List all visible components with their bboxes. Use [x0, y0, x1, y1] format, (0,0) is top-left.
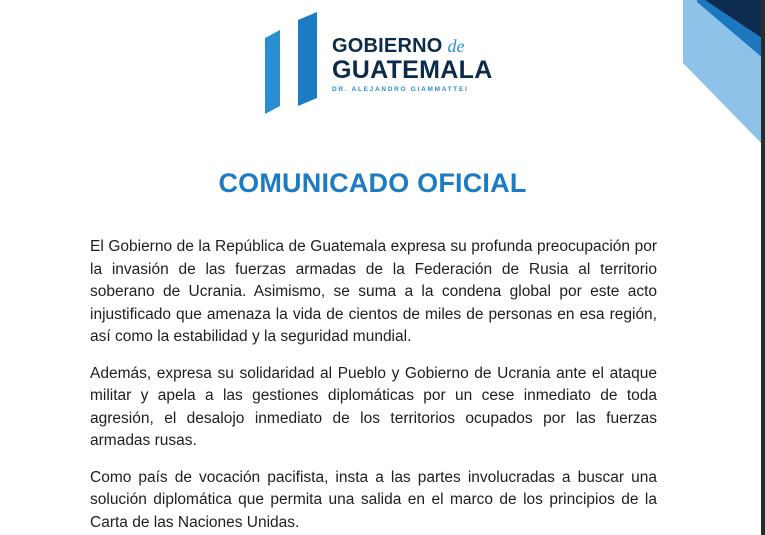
logo-word-gobierno: GOBIERNO — [332, 35, 443, 57]
government-logo — [332, 35, 502, 93]
document-title: COMUNICADO OFICIAL — [218, 168, 527, 198]
logo-word-guatemala: GUATEMALA — [332, 56, 493, 84]
paragraph-2: Además, expresa su solidaridad al Pueblo y Gobierno de Ucrania ante el ataque militar y apela a las gestiones diplomáticas por un cese inmediato de toda agresión, el desalojo inmediato de los territorios ocupados por las fuerzas armadas rusas. — [90, 364, 657, 449]
paragraph-3: Como país de vocación pacifista, insta a las partes involucradas a buscar una solución diplomática que permita una salida en el marco de los principios de la Carta de las Naciones Unidas. — [90, 468, 657, 531]
paragraph-1: El Gobierno de la República de Guatemala expresa su profunda preocupación por la invasión de las fuerzas armadas de la Federación de Rusia al territorio soberano de Ucrania. Asimismo, se suma a la condena global por este acto injustificado que amenaza la vida de cientos de miles de personas en esa región, así como la estabilidad y la seguridad mundial. — [90, 238, 657, 345]
logo-word-de: de — [447, 36, 465, 56]
government-logo-icon — [262, 12, 322, 114]
logo-subtitle: DR. ALEJANDRO GIAMMATTEI — [332, 86, 469, 93]
page-edge — [761, 0, 765, 535]
document-body — [90, 236, 657, 534]
